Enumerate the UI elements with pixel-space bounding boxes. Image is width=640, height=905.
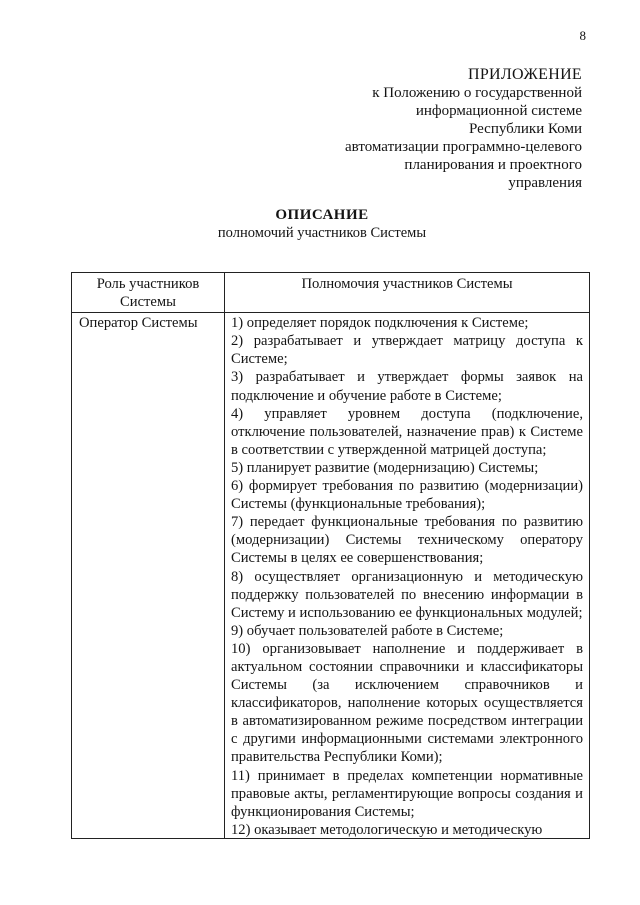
document-subtitle: полномочий участников Системы [217, 225, 427, 241]
table-row [72, 313, 590, 839]
column-header-powers: Полномочия участников Системы [225, 273, 590, 313]
power-item: 1) определяет порядок подключения к Системе; [231, 315, 529, 332]
appendix-line: планирования и проектного [404, 157, 582, 173]
appendix-line: информационной системе [415, 103, 582, 119]
document-title-block [0, 206, 640, 242]
power-item: 11) принимает в пределах компетенции нормативные правовые акты, регламентирующие вопросы создания и функционирования Системы; [231, 767, 583, 820]
power-item: 9) обучает пользователей работе в Системе; [231, 622, 504, 639]
appendix-line: Республики Коми [469, 121, 582, 137]
power-item: 4) управляет уровнем доступа (подключение, отключение пользователей, назначение прав) к Системе в соответствии с утвержденной матрицей доступа; [231, 405, 583, 458]
document-title: ОПИСАНИЕ [275, 207, 369, 223]
column-header-role: Роль участников Системы [72, 273, 225, 313]
appendix-line: автоматизации программно-целевого [344, 139, 582, 155]
appendix-heading: ПРИЛОЖЕНИЕ [467, 66, 582, 83]
powers-table [71, 272, 590, 839]
power-item: 8) осуществляет организационную и методическую поддержку пользователей по внесению информации в Систему и использованию ее функциональных модулей; [231, 568, 583, 621]
power-item: 2) разрабатывает и утверждает матрицу доступа к Системе; [231, 333, 583, 368]
page-number: 8 [579, 28, 586, 43]
role-cell: Оператор Системы [72, 313, 225, 839]
powers-cell [225, 313, 590, 839]
appendix-line: к Положению о государственной [372, 85, 582, 101]
power-item: 3) разрабатывает и утверждает формы заявок на подключение и обучение работе в Системе; [231, 369, 583, 404]
appendix-header [345, 66, 582, 192]
table-header-row [72, 273, 590, 313]
power-item: 5) планирует развитие (модернизацию) Системы; [231, 459, 539, 476]
power-item: 10) организовывает наполнение и поддерживает в актуальном состоянии справочники и классификаторы Системы (за исключением справочников и классификаторов, наполнение которых осуществляется в автоматизированном режиме посредством интеграции с другими информационными системами электронного правительства Республики Коми); [231, 640, 583, 766]
power-item: 12) оказывает методологическую и методическую [231, 821, 543, 837]
appendix-line: управления [508, 175, 582, 191]
power-item: 6) формирует требования по развитию (модернизации) Системы (функциональные требования); [231, 478, 583, 513]
power-item: 7) передает функциональные требования по развитию (модернизации) Системы техническому оператору Системы в целях ее совершенствования; [231, 514, 583, 567]
